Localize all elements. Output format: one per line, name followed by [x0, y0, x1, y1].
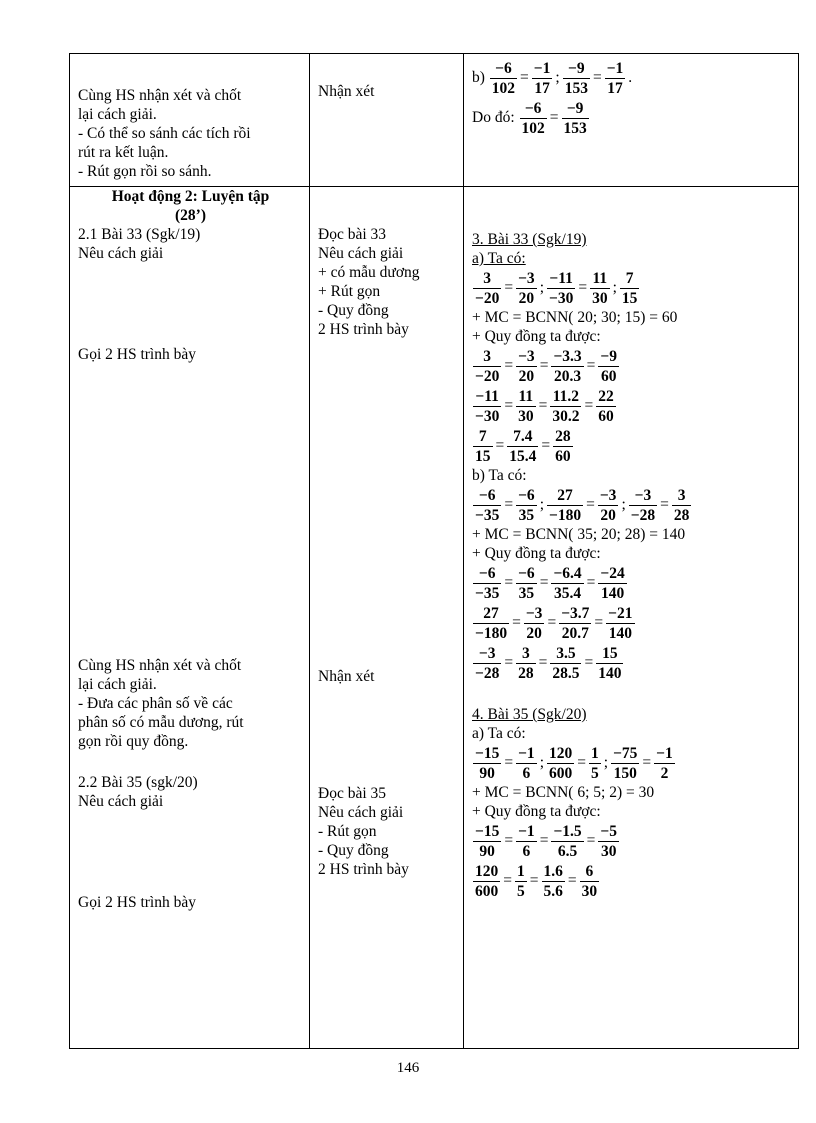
text-line: gọn rồi quy đồng.: [78, 733, 189, 750]
operator: =: [504, 754, 514, 772]
numerator: −3.7: [561, 604, 590, 622]
operator: =: [504, 397, 514, 415]
numerator: −11: [547, 269, 575, 289]
content-cell: [464, 187, 799, 1049]
table-row: [70, 54, 799, 187]
denominator: 5: [591, 764, 599, 782]
numerator: 7: [473, 427, 493, 447]
numerator: 3.5: [550, 644, 581, 664]
denominator: 600: [549, 764, 573, 782]
denominator: −35: [475, 506, 500, 524]
numerator: 3: [473, 347, 501, 367]
denominator: 30: [592, 289, 608, 307]
numerator: −9: [563, 59, 590, 79]
numerator: −5: [600, 822, 617, 840]
fraction: [516, 347, 537, 386]
text-line: - Rút gọn rồi so sánh.: [78, 163, 212, 180]
text-line: + Quy đồng ta được:: [472, 545, 601, 562]
denominator: 140: [600, 584, 625, 602]
denominator: 90: [479, 764, 495, 782]
denominator: 102: [491, 79, 516, 97]
text-line: + MC = BCNN( 20; 30; 15) = 60: [472, 309, 678, 326]
denominator: 5: [517, 882, 525, 900]
denominator: 20: [600, 506, 616, 524]
denominator: 60: [555, 447, 571, 465]
numerator: −3: [629, 486, 657, 506]
numerator: −15: [475, 744, 500, 762]
numerator: −3: [525, 604, 543, 622]
numerator: 6: [580, 862, 600, 882]
denominator: 17: [534, 79, 550, 97]
fraction: [547, 744, 574, 783]
numerator: −3: [518, 269, 535, 287]
text-line: Nêu cách giải: [78, 793, 164, 810]
item-label: b): [472, 69, 485, 86]
denominator: 30: [581, 882, 598, 900]
sub-item-label: a) Ta có:: [472, 250, 526, 267]
text-line: Nhận xét: [318, 83, 375, 100]
numerator: 3: [672, 486, 692, 506]
operator: .: [628, 69, 633, 87]
text-line: - Quy đồng: [318, 842, 389, 859]
numerator: 7.4: [507, 427, 538, 447]
content-cell: [464, 54, 799, 187]
fraction: [589, 744, 601, 783]
text-line: + có mẫu dương: [318, 264, 420, 281]
text-line: Đọc bài 33: [318, 226, 387, 243]
fraction: [550, 644, 581, 683]
operator: =: [504, 832, 514, 850]
denominator: 6: [522, 764, 531, 782]
numerator: −1: [518, 822, 535, 840]
numerator: −6: [518, 564, 535, 582]
equation: [472, 386, 792, 426]
operator: =: [578, 279, 588, 297]
text-line: - Quy đồng: [318, 302, 389, 319]
denominator: 30: [600, 842, 617, 860]
denominator: 15.4: [509, 447, 537, 465]
text-line: Cùng HS nhận xét và chốt: [78, 87, 242, 104]
fraction: [611, 744, 639, 783]
denominator: 153: [564, 79, 588, 97]
sub-item-label: a) Ta có:: [472, 725, 526, 742]
numerator: 1: [591, 744, 599, 762]
fraction: [490, 59, 517, 98]
operator: ;: [603, 754, 609, 772]
table-row: [70, 187, 799, 1049]
numerator: −1.5: [553, 822, 582, 840]
fraction: [580, 862, 600, 901]
denominator: 30: [518, 407, 534, 425]
operator: =: [549, 109, 559, 127]
text-line: Cùng HS nhận xét và chốt: [78, 657, 242, 674]
fraction: [516, 564, 537, 603]
fraction: [590, 269, 610, 308]
denominator: 102: [521, 119, 545, 137]
operator: =: [642, 754, 652, 772]
student-activity-cell: [310, 187, 464, 1049]
fraction: [542, 862, 565, 901]
fraction: [516, 744, 537, 783]
operator: =: [504, 496, 514, 514]
fraction: [473, 564, 501, 603]
equation: [472, 268, 792, 308]
numerator: −6: [473, 486, 501, 506]
fraction: [473, 644, 501, 683]
numerator: 11: [516, 387, 536, 407]
fraction: [551, 564, 583, 603]
operator: =: [512, 614, 521, 632]
numerator: 7: [620, 269, 640, 289]
numerator: −15: [475, 822, 500, 840]
equation: [472, 346, 792, 386]
operator: ;: [612, 279, 617, 297]
denominator: 20.7: [561, 624, 589, 642]
denominator: −20: [475, 367, 500, 385]
fraction: [516, 644, 536, 683]
numerator: −24: [600, 564, 625, 582]
operator: ;: [539, 279, 544, 297]
equation: [472, 743, 792, 783]
operator: =: [541, 437, 551, 455]
numerator: −9: [600, 347, 617, 365]
fraction: [473, 387, 501, 426]
lesson-table: [69, 53, 799, 1049]
text-line: Nêu cách giải: [318, 804, 404, 821]
equation: [472, 821, 792, 861]
denominator: 20.3: [553, 367, 582, 385]
text-line: + Quy đồng ta được:: [472, 328, 601, 345]
fraction: [563, 59, 590, 98]
fraction: [473, 427, 493, 466]
numerator: 1.6: [543, 862, 563, 880]
fraction: [547, 269, 575, 308]
text-line: + Rút gọn: [318, 283, 381, 300]
denominator: 6: [522, 842, 531, 860]
operator: =: [504, 357, 514, 375]
denominator: 60: [600, 367, 617, 385]
numerator: −1: [656, 744, 673, 762]
lesson-page: [69, 53, 798, 1049]
denominator: 30.2: [552, 407, 580, 425]
operator: ;: [621, 496, 626, 514]
operator: =: [577, 754, 586, 772]
denominator: −180: [475, 624, 508, 642]
fraction: [516, 822, 537, 861]
fraction: [516, 387, 536, 426]
text-line: + MC = BCNN( 35; 20; 28) = 140: [472, 526, 686, 543]
equation: [472, 563, 792, 603]
fraction: [598, 486, 619, 525]
numerator: −3.3: [553, 347, 582, 365]
numerator: 3: [516, 644, 536, 664]
fraction: [598, 822, 619, 861]
fraction: [562, 99, 589, 138]
operator: =: [584, 654, 594, 672]
fraction: [473, 347, 501, 386]
teacher-activity-cell: [70, 54, 310, 187]
denominator: −30: [549, 289, 574, 307]
equation: [472, 485, 792, 525]
denominator: 90: [479, 842, 495, 860]
operator: =: [592, 69, 602, 87]
fraction: [596, 644, 623, 683]
text-line: Gọi 2 HS trình bày: [78, 894, 196, 911]
text-line: 2.2 Bài 35 (sgk/20): [78, 774, 198, 791]
fraction: [550, 387, 581, 426]
numerator: 11: [590, 269, 610, 289]
denominator: 5.6: [543, 882, 563, 900]
fraction: [620, 269, 640, 308]
numerator: −11: [473, 387, 501, 407]
operator: =: [539, 574, 549, 592]
denominator: −28: [630, 506, 656, 524]
text-line: Nêu cách giải: [318, 245, 404, 262]
numerator: −9: [562, 99, 589, 119]
numerator: −75: [613, 744, 638, 762]
fraction: [532, 59, 553, 98]
numerator: −6: [520, 99, 547, 119]
denominator: 20: [518, 289, 535, 307]
operator: =: [529, 872, 539, 890]
equation: [472, 861, 792, 901]
denominator: 60: [598, 407, 614, 425]
fraction: [473, 269, 501, 308]
numerator: 28: [555, 427, 571, 445]
fraction: [473, 486, 501, 525]
operator: =: [538, 397, 548, 415]
operator: ;: [555, 69, 560, 87]
sub-item-label: b) Ta có:: [472, 467, 527, 484]
fraction: [473, 822, 501, 861]
numerator: 27: [473, 604, 509, 624]
denominator: 28.5: [552, 664, 580, 682]
exercise-title: 4. Bài 35 (Sgk/20): [472, 706, 587, 723]
fraction: [547, 486, 583, 525]
numerator: 27: [547, 486, 583, 506]
fraction: [606, 604, 634, 643]
equation: [519, 99, 590, 137]
denominator: 2: [660, 764, 669, 782]
section-heading: (28’): [175, 207, 206, 224]
text-line: Nêu cách giải: [78, 245, 164, 262]
denominator: 35: [518, 584, 535, 602]
section-heading: Hoạt động 2: Luyện tập: [111, 188, 270, 205]
operator: ;: [539, 754, 544, 772]
operator: =: [660, 496, 669, 514]
numerator: −6.4: [553, 564, 582, 582]
text-line: phân số có mẫu dương, rút: [78, 714, 244, 731]
denominator: −35: [475, 584, 500, 602]
denominator: 20: [518, 367, 535, 385]
numerator: 22: [598, 387, 614, 405]
operator: =: [504, 654, 514, 672]
denominator: 140: [608, 624, 632, 642]
denominator: 600: [475, 882, 499, 900]
fraction: [598, 347, 619, 386]
operator: =: [520, 69, 529, 87]
text-line: 2.1 Bài 33 (Sgk/19): [78, 226, 201, 243]
text-line: 2 HS trình bày: [318, 321, 409, 338]
operator: =: [503, 872, 512, 890]
item-label: Do đó:: [472, 109, 515, 126]
operator: =: [567, 872, 577, 890]
denominator: 15: [475, 447, 491, 465]
exercise-title: 3. Bài 33 (Sgk/19): [472, 231, 587, 248]
text-line: Nhận xét: [318, 668, 375, 685]
fraction: [629, 486, 657, 525]
numerator: 120: [549, 744, 573, 762]
fraction: [473, 604, 509, 643]
denominator: −20: [475, 289, 500, 307]
operator: =: [504, 574, 514, 592]
fraction: [596, 387, 616, 426]
denominator: 140: [598, 664, 622, 682]
denominator: 153: [563, 119, 587, 137]
operator: =: [594, 614, 604, 632]
operator: =: [495, 437, 505, 455]
denominator: 28: [518, 664, 534, 682]
text-line: 2 HS trình bày: [318, 861, 409, 878]
numerator: −3: [599, 486, 617, 504]
operator: =: [539, 357, 549, 375]
numerator: −1: [533, 59, 551, 77]
text-line: Gọi 2 HS trình bày: [78, 346, 196, 363]
fraction: [515, 862, 527, 901]
operator: =: [584, 397, 594, 415]
fraction: [473, 744, 501, 783]
denominator: 17: [607, 79, 623, 97]
operator: =: [547, 614, 557, 632]
fraction: [598, 564, 626, 603]
numerator: 120: [475, 862, 499, 880]
fraction: [654, 744, 675, 783]
denominator: 35.4: [553, 584, 582, 602]
numerator: −6: [473, 564, 501, 584]
denominator: 6.5: [557, 842, 578, 860]
operator: ;: [539, 496, 544, 514]
operator: =: [586, 832, 596, 850]
page-number: 146: [396, 1060, 420, 1076]
fraction: [551, 822, 583, 861]
numerator: −6: [490, 59, 517, 79]
denominator: 15: [621, 289, 638, 307]
denominator: −180: [549, 506, 582, 524]
operator: =: [538, 654, 548, 672]
denominator: −28: [475, 664, 500, 682]
text-line: Đọc bài 35: [318, 785, 387, 802]
numerator: −21: [608, 604, 633, 622]
denominator: 35: [518, 506, 535, 524]
equation: [472, 603, 792, 643]
fraction: [520, 99, 547, 138]
text-line: lại cách giải.: [78, 676, 157, 693]
numerator: −1: [606, 59, 624, 77]
text-line: + Quy đồng ta được:: [472, 803, 601, 820]
teacher-activity-cell: [70, 187, 310, 1049]
fraction: [473, 862, 500, 901]
operator: =: [586, 574, 596, 592]
denominator: 150: [613, 764, 637, 782]
equation: [472, 426, 792, 466]
denominator: 28: [673, 506, 690, 524]
numerator: −1: [518, 744, 535, 762]
numerator: 3: [473, 269, 501, 289]
numerator: −6: [518, 486, 535, 504]
text-line: rút ra kết luận.: [78, 144, 169, 161]
equation: [489, 59, 634, 97]
numerator: 1: [517, 862, 525, 880]
fraction: [672, 486, 692, 525]
student-activity-cell: [310, 54, 464, 187]
operator: =: [586, 357, 596, 375]
denominator: 20: [526, 624, 542, 642]
operator: =: [586, 496, 595, 514]
numerator: 15: [596, 644, 623, 664]
equation: [472, 643, 792, 683]
fraction: [516, 486, 537, 525]
numerator: 11.2: [550, 387, 581, 407]
operator: =: [504, 279, 514, 297]
fraction: [559, 604, 591, 643]
fraction: [524, 604, 545, 643]
text-line: lại cách giải.: [78, 106, 157, 123]
numerator: −3: [473, 644, 501, 664]
numerator: −3: [518, 347, 535, 365]
text-line: + MC = BCNN( 6; 5; 2) = 30: [472, 784, 655, 801]
fraction: [507, 427, 538, 466]
text-line: - Rút gọn: [318, 823, 377, 840]
operator: =: [539, 832, 549, 850]
fraction: [551, 347, 583, 386]
fraction: [553, 427, 573, 466]
fraction: [605, 59, 626, 98]
text-line: - Có thể so sánh các tích rồi: [78, 125, 251, 142]
fraction: [516, 269, 537, 308]
text-line: - Đưa các phân số về các: [78, 695, 233, 712]
denominator: −30: [475, 407, 500, 425]
